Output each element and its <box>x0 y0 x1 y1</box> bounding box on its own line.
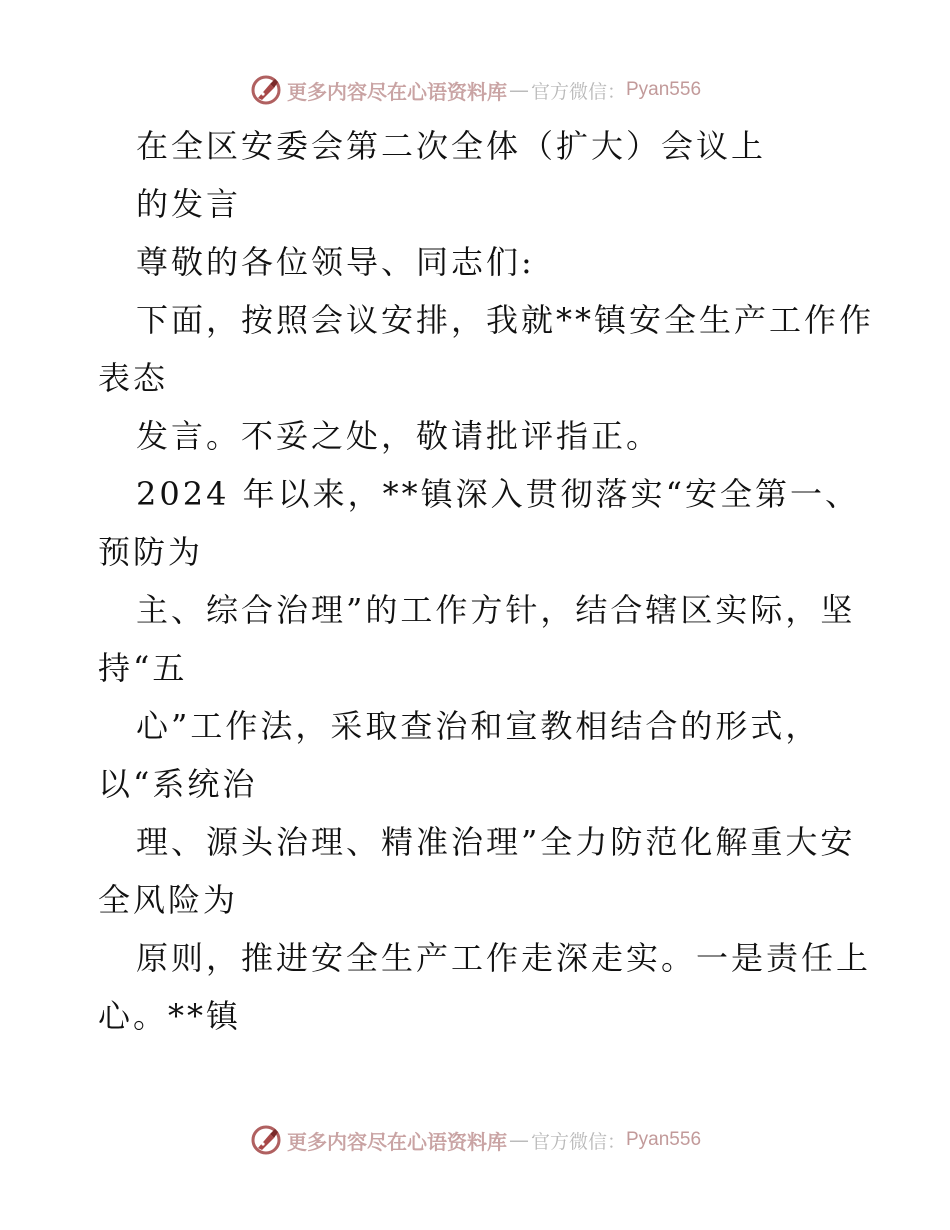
document-title-line-2: 的发言 <box>136 185 242 223</box>
watermark-separator: — <box>508 1128 529 1152</box>
document-title-line-1: 在全区安委会第二次全体（扩大）会议上 <box>136 127 767 165</box>
paragraph-line: 2024 年以来，**镇深入贯彻落实“安全第一、 <box>136 475 860 513</box>
header-watermark <box>0 70 950 110</box>
pen-nib-circle-icon <box>249 73 283 107</box>
paragraph-line: 理、源头治理、精准治理”全力防范化解重大安 <box>136 823 856 861</box>
footer-watermark <box>0 1120 950 1160</box>
paragraph-line: 表态 <box>98 359 169 397</box>
paragraph-line: 原则，推进安全生产工作走深走实。一是责任上 <box>136 939 872 977</box>
paragraph-line: 下面，按照会议安排，我就**镇安全生产工作作 <box>136 301 875 339</box>
paragraph-line: 心”工作法，采取查治和宣教相结合的形式， <box>136 707 821 745</box>
paragraph-line: 全风险为 <box>98 881 239 919</box>
paragraph-line: 预防为 <box>98 533 204 571</box>
watermark-handle: Pyan556 <box>626 79 702 100</box>
watermark-label: 官方微信： <box>530 1130 626 1153</box>
paragraph-line: 主、综合治理”的工作方针，结合辖区实际，坚 <box>136 591 856 629</box>
paragraph-line: 以“系统治 <box>98 765 258 803</box>
salutation: 尊敬的各位领导、同志们: <box>136 243 535 281</box>
paragraph-line: 持“五 <box>98 649 188 687</box>
pen-nib-circle-icon <box>249 1123 283 1157</box>
watermark-separator: — <box>508 78 529 102</box>
watermark-label: 官方微信： <box>530 80 626 103</box>
paragraph-line: 心。**镇 <box>98 997 242 1035</box>
watermark-brand-text: 更多内容尽在心语资料库 <box>286 79 507 104</box>
watermark-brand-text: 更多内容尽在心语资料库 <box>286 1129 507 1154</box>
watermark-handle: Pyan556 <box>626 1129 702 1150</box>
paragraph-line: 发言。不妥之处，敬请批评指正。 <box>136 417 662 455</box>
